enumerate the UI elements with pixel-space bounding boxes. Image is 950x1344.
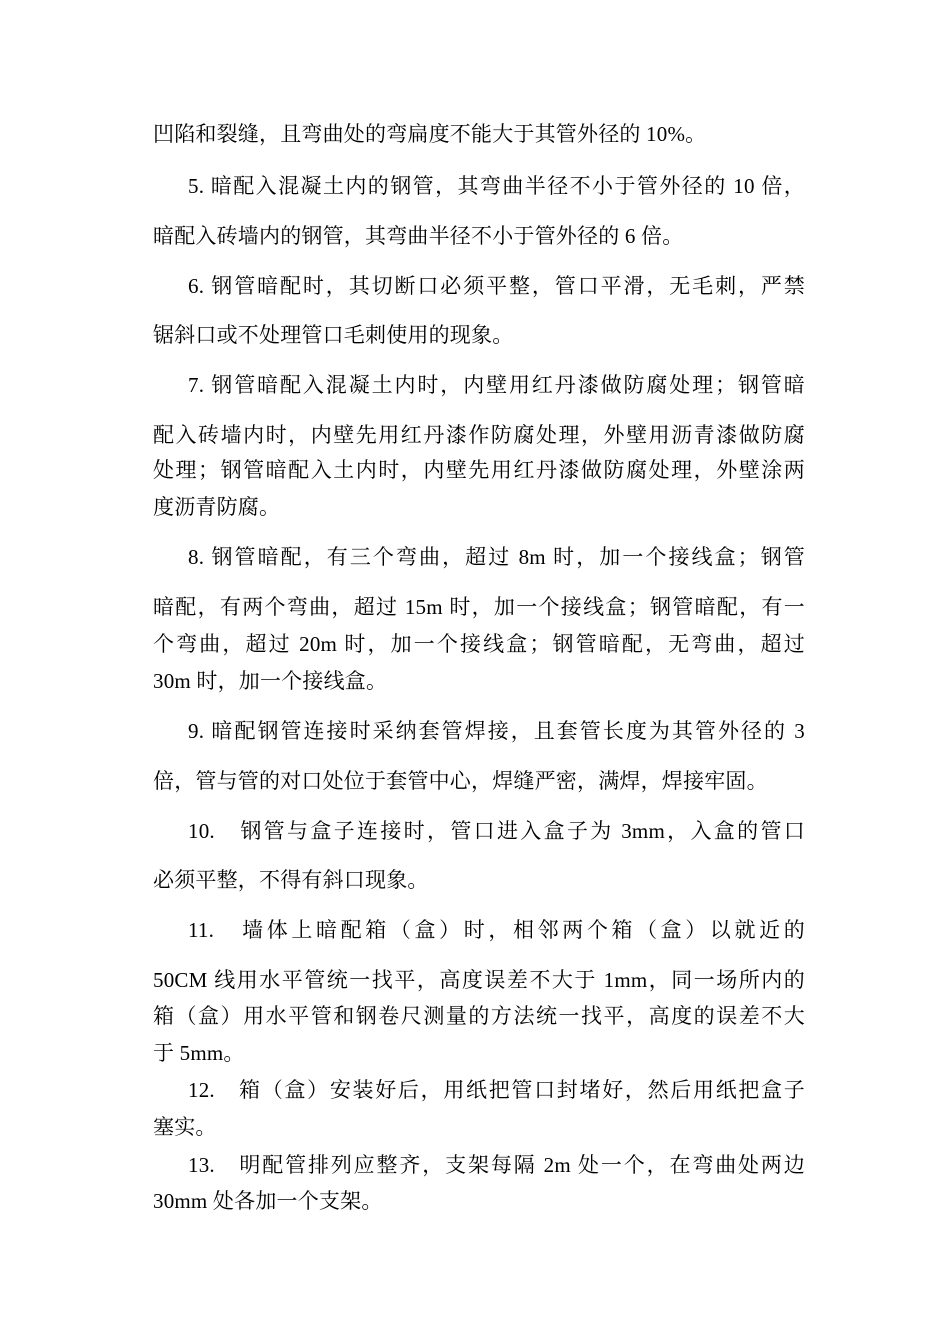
paragraph-line: 倍，管与管的对口处位于套管中心，焊缝严密，满焊，焊接牢固。: [153, 769, 768, 793]
paragraph-line: 5. 暗配入混凝土内的钢管，其弯曲半径不小于管外径的 10 倍，: [188, 174, 805, 198]
paragraph-line: 锯斜口或不处理管口毛刺使用的现象。: [153, 323, 514, 347]
paragraph-line: 30m 时，加一个接线盒。: [153, 669, 388, 693]
paragraph-line: 30mm 处各加一个支架。: [153, 1189, 383, 1213]
paragraph-line: 50CM 线用水平管统一找平，高度误差不大于 1mm，同一场所内的: [153, 968, 805, 992]
paragraph-line: 8. 钢管暗配，有三个弯曲，超过 8m 时，加一个接线盒；钢管: [188, 545, 805, 569]
paragraph-line: 个弯曲，超过 20m 时，加一个接线盒；钢管暗配，无弯曲，超过: [153, 632, 805, 656]
paragraph-line: 必须平整，不得有斜口现象。: [153, 868, 429, 892]
paragraph-line: 7. 钢管暗配入混凝土内时，内壁用红丹漆做防腐处理；钢管暗: [188, 373, 805, 397]
paragraph-line: 13. 明配管排列应整齐，支架每隔 2m 处一个，在弯曲处两边: [188, 1153, 805, 1177]
paragraph-line: 于 5mm。: [153, 1041, 245, 1065]
paragraph-line: 暗配，有两个弯曲，超过 15m 时，加一个接线盒；钢管暗配，有一: [153, 595, 805, 619]
paragraph-line: 配入砖墙内时，内壁先用红丹漆作防腐处理，外壁用沥青漆做防腐: [153, 423, 805, 447]
paragraph-line: 6. 钢管暗配时，其切断口必须平整，管口平滑，无毛刺，严禁: [188, 274, 805, 298]
paragraph-line: 10. 钢管与盒子连接时，管口进入盒子为 3mm，入盒的管口: [188, 819, 805, 843]
paragraph-line: 9. 暗配钢管连接时采纳套管焊接，且套管长度为其管外径的 3: [188, 719, 805, 743]
paragraph-line: 塞实。: [153, 1115, 217, 1139]
paragraph-line: 处理；钢管暗配入土内时，内壁先用红丹漆做防腐处理，外壁涂两: [153, 458, 805, 482]
paragraph-line: 暗配入砖墙内的钢管，其弯曲半径不小于管外径的 6 倍。: [153, 224, 684, 248]
paragraph-line: 度沥青防腐。: [153, 495, 281, 519]
paragraph-line: 箱（盒）用水平管和钢卷尺测量的方法统一找平，高度的误差不大: [153, 1004, 805, 1028]
paragraph-line: 12. 箱（盒）安装好后，用纸把管口封堵好，然后用纸把盒子: [188, 1078, 805, 1102]
paragraph-line: 11. 墙体上暗配箱（盒）时，相邻两个箱（盒）以就近的: [188, 918, 805, 942]
paragraph-line: 凹陷和裂缝，且弯曲处的弯扁度不能大于其管外径的 10%。: [153, 122, 707, 146]
